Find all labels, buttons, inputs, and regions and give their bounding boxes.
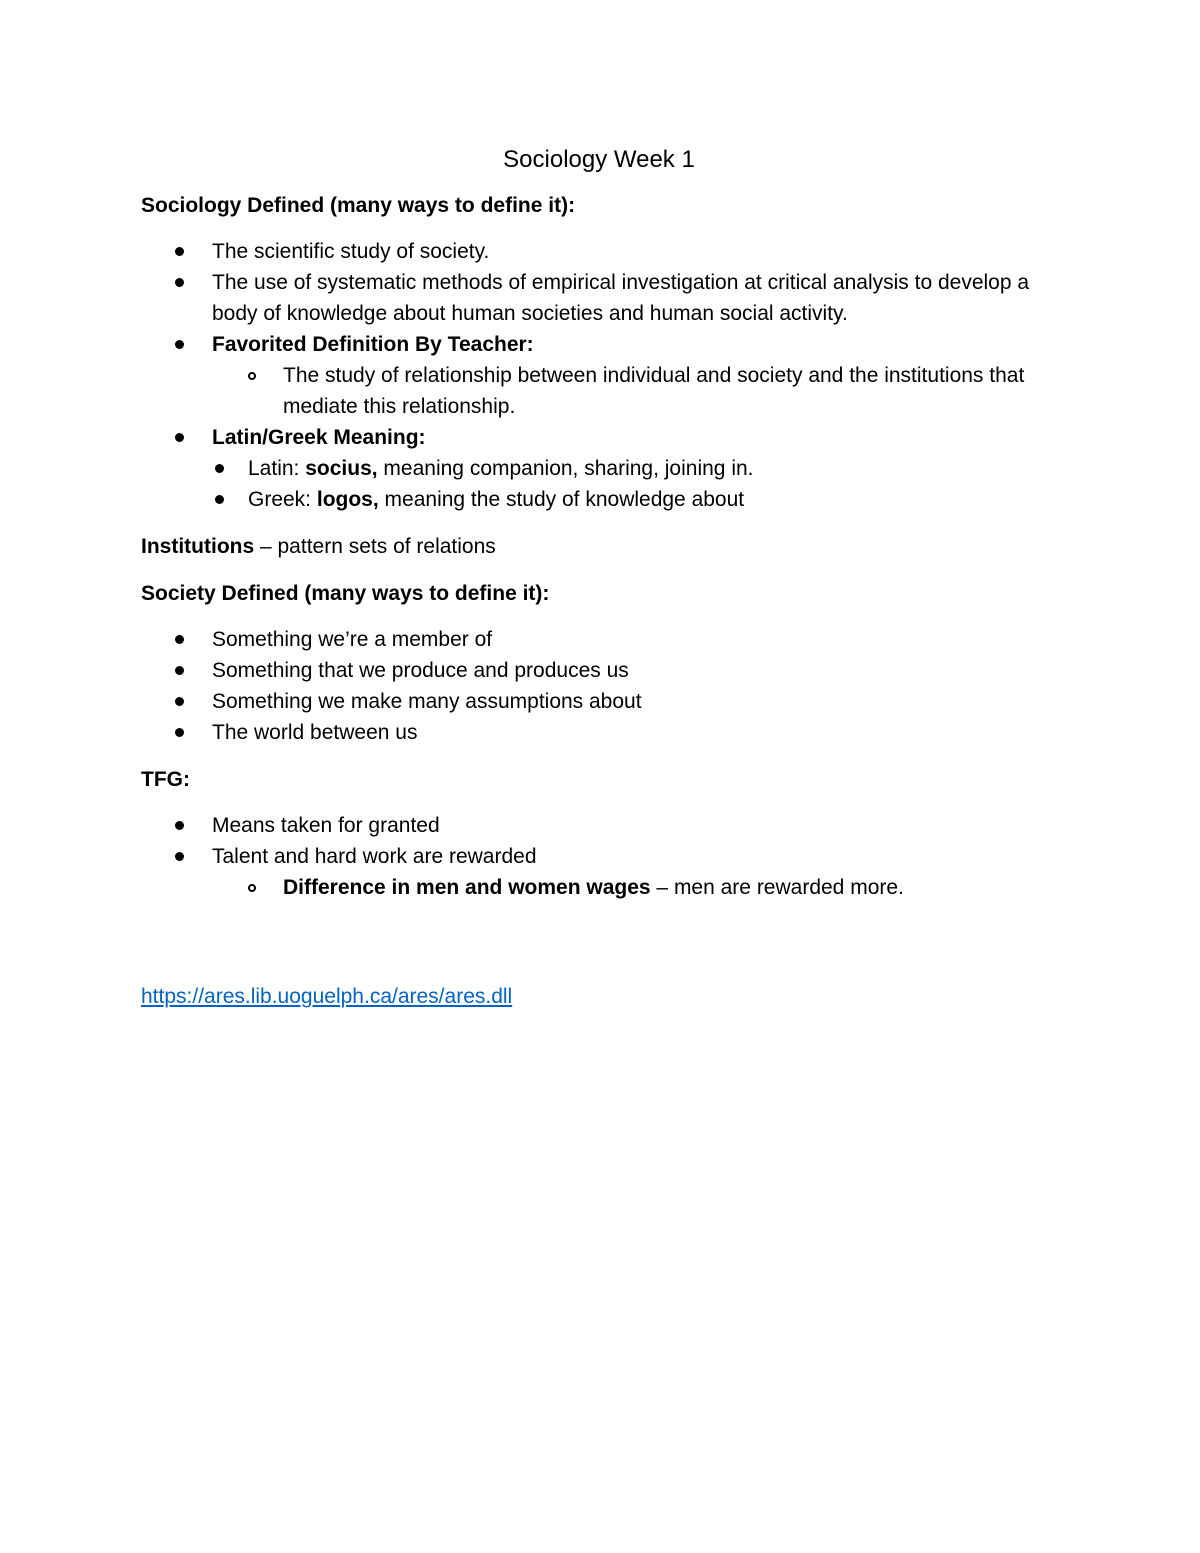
favorite-definition-sublist [212,360,1071,422]
tfg-heading: TFG: [141,768,190,791]
institutions-term: Institutions [141,535,255,558]
list-item-text: The scientific study of society. [212,240,490,263]
greek-meaning: meaning the study of knowledge about [378,488,745,511]
latin-greek-sublist [212,453,1071,515]
latin-greek-label: Latin/Greek Meaning: [212,426,426,449]
wage-difference-text: – men are rewarded more. [650,876,904,899]
list-item [141,422,1071,515]
list-item-text: Talent and hard work are rewarded [212,845,537,868]
favorite-definition-label: Favorited Definition By Teacher: [212,333,534,356]
greek-prefix: Greek: [248,488,317,511]
list-item [212,872,1071,903]
list-item-text: Means taken for granted [212,814,440,837]
favorite-definition-text: The study of relationship between individual and society and the institutions that mediate this relationship. [283,364,1025,418]
page-title: Sociology Week 1 [503,146,695,173]
society-defined-list [141,624,1071,748]
list-item-text: Something that we produce and produces us [212,659,629,682]
institutions-text: – pattern sets of relations [254,535,496,558]
bullet-icon [175,697,184,706]
list-item [141,624,1071,655]
bullet-icon [175,247,184,256]
list-item [212,484,1071,515]
bullet-icon [175,666,184,675]
bullet-icon [175,278,184,287]
bullet-icon [215,464,224,473]
sociology-defined-heading: Sociology Defined (many ways to define it): [141,194,576,217]
bullet-icon [175,635,184,644]
society-defined-heading: Society Defined (many ways to define it): [141,582,550,605]
tfg-sublist [212,872,1071,903]
list-item [141,810,1071,841]
latin-word: socius, [305,457,378,480]
circle-bullet-icon [248,884,256,892]
sociology-defined-list [141,236,1071,515]
list-item-text: The world between us [212,721,418,744]
bullet-icon [175,340,184,349]
list-item [141,717,1071,748]
wage-difference-term: Difference in men and women wages [283,876,651,899]
bullet-icon [175,728,184,737]
list-item [141,655,1071,686]
list-item [141,686,1071,717]
latin-prefix: Latin: [248,457,306,480]
list-item-text: Something we’re a member of [212,628,493,651]
list-item [212,360,1071,422]
bullet-icon [175,821,184,830]
ares-library-link[interactable]: https://ares.lib.uoguelph.ca/ares/ares.dll [141,985,513,1008]
list-item [141,329,1071,422]
list-item [141,236,1071,267]
latin-meaning: meaning companion, sharing, joining in. [377,457,754,480]
list-item [141,267,1071,329]
greek-word: logos, [316,488,379,511]
bullet-icon [175,433,184,442]
document-body [141,144,1071,1012]
list-item [212,453,1071,484]
institutions-definition [141,531,1071,562]
tfg-list [141,810,1071,903]
list-item-text: The use of systematic methods of empirical investigation at critical analysis to develop a body of knowledge about human societies and human social activity. [212,271,1030,325]
bullet-icon [215,495,224,504]
circle-bullet-icon [248,372,256,380]
list-item [141,841,1071,903]
bullet-icon [175,852,184,861]
list-item-text: Something we make many assumptions about [212,690,642,713]
